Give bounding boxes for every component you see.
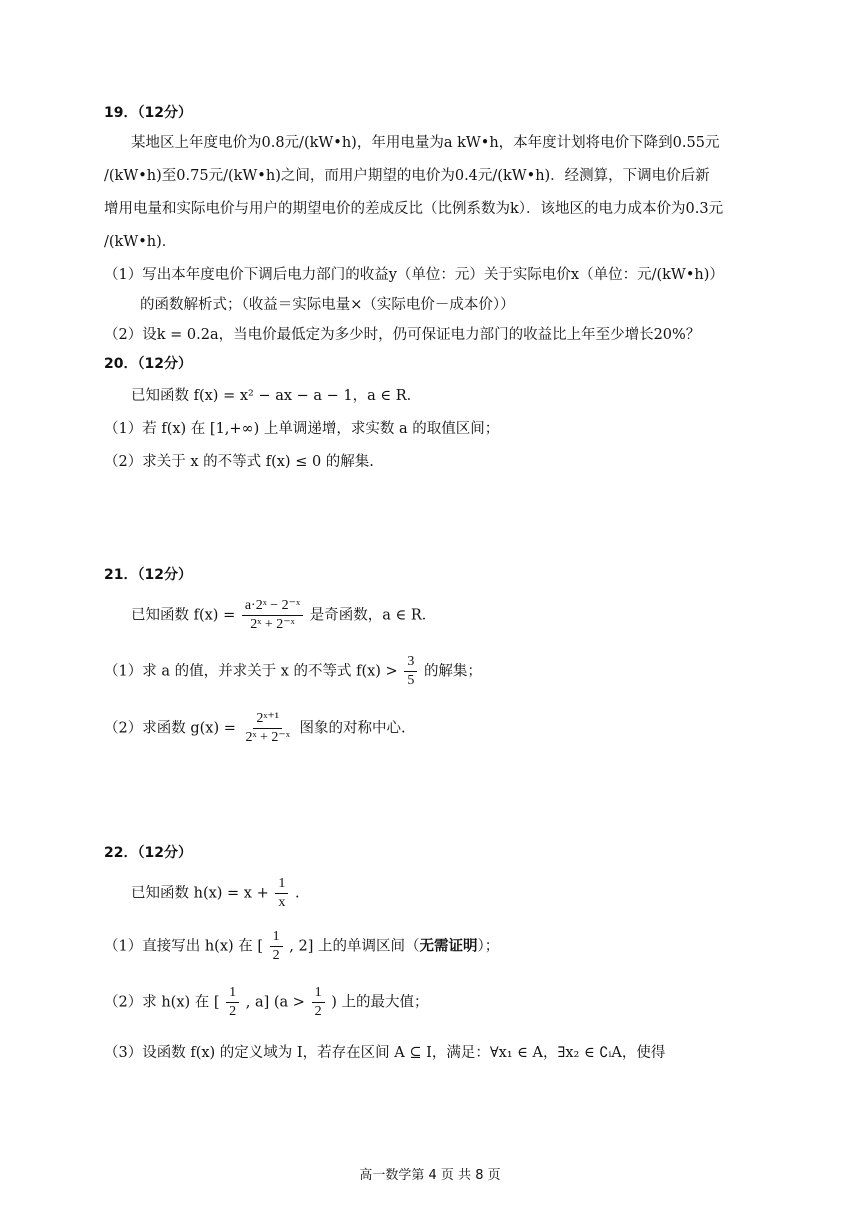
q21-given-numerator: a·2ˣ − 2⁻ˣ: [242, 598, 303, 616]
q19-part1-line1: （1）写出本年度电价下调后电力部门的收益y（单位：元）关于实际电价x（单位：元/(kW•h)）: [104, 267, 724, 283]
q21-given-prefix: 已知函数 f(x) =: [131, 607, 236, 624]
q22-part1: [104, 929, 499, 964]
q21-given-suffix: 是奇函数，a ∈ R．: [309, 607, 437, 624]
q21-part2-fraction: [242, 711, 292, 746]
q19-part2: （2）设k = 0.2a，当电价最低定为多少时，仍可保证电力部门的收益比上年至少增长20%？: [104, 327, 701, 343]
q22-part1-denominator: 2: [272, 948, 280, 964]
q20-part1: （1）若 f(x) 在 [1,+∞) 上单调递增，求实数 a 的取值区间；: [104, 421, 500, 437]
q19-text-line3: 增用电量和实际电价与用户的期望电价的差成反比（比例系数为k）．该地区的电力成本价为0.3元: [104, 201, 724, 217]
page-footer: 高一数学第 4 页 共 8 页: [359, 1168, 501, 1183]
q20-given: 已知函数 f(x) = x² − ax − a − 1，a ∈ R．: [131, 388, 422, 404]
q22-given-suffix: .: [294, 885, 300, 902]
q20-heading: 20．（12分）: [104, 356, 192, 372]
q19-text-line2: /(kW•h)至0.75元/(kW•h)之间，而用户期望的电价为0.4元/(kW•h)．经测算，下调电价后新: [104, 168, 710, 184]
q21-part1-prefix: （1）求 a 的值，并求关于 x 的不等式 f(x) >: [104, 663, 398, 680]
q22-given-prefix: 已知函数 h(x) = x +: [131, 885, 269, 902]
q21-part2-numerator: 2ˣ⁺¹: [253, 711, 282, 729]
q22-part2: [104, 985, 428, 1020]
q22-given-fraction: [275, 876, 288, 911]
q21-given: [131, 598, 436, 633]
q22-part2-numerator: 1: [226, 985, 239, 1003]
q19-part1-line2: 的函数解析式；（收益＝实际电量×（实际电价－成本价））: [140, 297, 515, 313]
q21-given-denominator: 2ˣ + 2⁻ˣ: [250, 617, 295, 633]
q22-part2-prefix: （2）求 h(x) 在 [: [104, 994, 220, 1011]
q22-given: [131, 876, 300, 911]
q21-part2-denominator: 2ˣ + 2⁻ˣ: [245, 730, 290, 746]
q22-part1-prefix: （1）直接写出 h(x) 在 [: [104, 938, 264, 955]
q22-part1-suffix: ）；: [477, 938, 500, 955]
q19-text-line4: /(kW•h)．: [104, 234, 177, 250]
q22-part2-numerator-2: 1: [312, 985, 325, 1003]
q21-part1-suffix: 的解集；: [423, 663, 482, 680]
q21-part2: [104, 711, 406, 746]
q21-part1-fraction: [404, 654, 417, 689]
q22-given-numerator: 1: [275, 876, 288, 894]
q22-part2-middle: , a] (a >: [245, 994, 305, 1011]
q22-part2-suffix: ) 上的最大值；: [331, 994, 429, 1011]
q21-part1-numerator: 3: [404, 654, 417, 672]
q22-part2-denominator: 2: [229, 1004, 237, 1020]
q22-part2-denominator-2: 2: [314, 1004, 322, 1020]
q21-heading: 21．（12分）: [104, 567, 192, 583]
q22-given-denominator: x: [278, 895, 286, 911]
q22-part1-fraction: [270, 929, 283, 964]
q22-part2-fraction-2: [312, 985, 325, 1020]
q21-part1: [104, 654, 482, 689]
q21-part2-suffix: 图象的对称中心.: [299, 720, 406, 737]
q19-heading: 19．（12分）: [104, 105, 192, 121]
q20-part2: （2）求关于 x 的不等式 f(x) ≤ 0 的解集.: [104, 454, 374, 470]
q21-given-fraction: [242, 598, 303, 633]
q19-text-line1: 某地区上年度电价为0.8元/(kW•h)，年用电量为a kW•h，本年度计划将电价下降到0.55元: [131, 135, 720, 151]
q22-heading: 22．（12分）: [104, 845, 192, 861]
q22-part2-fraction: [226, 985, 239, 1020]
q22-part1-middle: , 2] 上的单调区间（: [289, 938, 420, 955]
q21-part2-prefix: （2）求函数 g(x) =: [104, 720, 236, 737]
q22-part3: （3）设函数 f(x) 的定义域为 I，若存在区间 A ⊆ I，满足：∀x₁ ∈ A，∃x₂ ∈ ∁ᵢA，使得: [104, 1045, 666, 1061]
q22-part1-bold-note: 无需证明: [419, 938, 478, 955]
q22-part1-numerator: 1: [270, 929, 283, 947]
q21-part1-denominator: 5: [407, 673, 415, 689]
